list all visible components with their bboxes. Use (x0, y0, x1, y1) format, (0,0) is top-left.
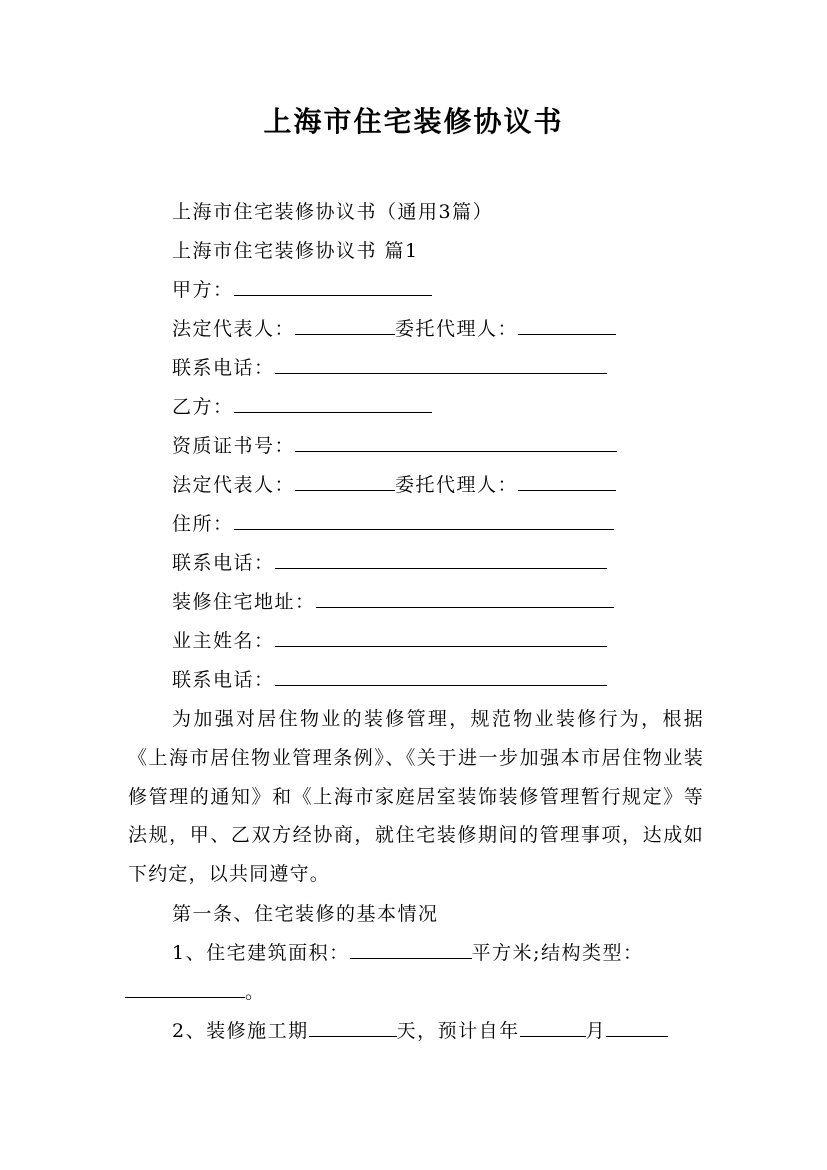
owner-phone-blank[interactable] (275, 668, 607, 686)
start-month-blank[interactable] (520, 1019, 586, 1037)
decoration-address-row (172, 589, 614, 615)
section-heading: 上海市住宅装修协议书 篇1 (172, 240, 419, 262)
party-b-agent-label: 委托代理人： (395, 474, 519, 496)
owner-phone-row (172, 667, 607, 693)
party-a-phone-row (172, 355, 607, 381)
article-1-heading: 第一条、住宅装修的基本情况 (172, 903, 439, 925)
party-b-phone-row (172, 550, 607, 576)
owner-name-blank[interactable] (275, 629, 607, 647)
party-a-phone-blank[interactable] (275, 356, 607, 374)
decoration-address-label: 装修住宅地址： (172, 591, 316, 613)
duration-label: 2、装修施工期 (172, 1020, 309, 1042)
party-b-blank[interactable] (234, 395, 432, 413)
party-b-phone-blank[interactable] (275, 551, 607, 569)
party-b-rep-row (172, 472, 616, 498)
party-b-cert-label: 资质证书号： (172, 435, 296, 457)
start-day-blank[interactable] (606, 1019, 668, 1037)
article-1-item-1-continued (125, 979, 266, 1005)
party-b-agent-blank[interactable] (518, 473, 616, 491)
party-a-agent-label: 委托代理人： (395, 318, 519, 340)
party-b-cert-blank[interactable] (295, 434, 617, 452)
party-a-legal-rep-label: 法定代表人： (172, 318, 296, 340)
party-a-phone-label: 联系电话： (172, 357, 275, 379)
start-year-label: 天，预计自年 (396, 1020, 520, 1042)
party-a-label: 甲方： (172, 279, 234, 301)
party-b-phone-label: 联系电话： (172, 552, 275, 574)
party-b-address-blank[interactable] (234, 512, 614, 530)
party-a-legal-rep-blank[interactable] (295, 317, 395, 335)
party-a-blank[interactable] (234, 278, 432, 296)
structure-type-blank[interactable] (125, 980, 245, 998)
party-b-address-row (172, 511, 614, 537)
start-month-label: 月 (585, 1020, 607, 1042)
duration-blank[interactable] (309, 1019, 397, 1037)
document-title: 上海市住宅装修协议书 (263, 105, 564, 138)
party-a-rep-row (172, 316, 616, 342)
party-b-address-label: 住所： (172, 513, 234, 535)
party-b-legal-rep-blank[interactable] (295, 473, 395, 491)
owner-phone-label: 联系电话： (172, 669, 275, 691)
area-unit-label: 平方米;结构类型： (471, 942, 644, 964)
party-b-cert-row (172, 433, 617, 459)
party-a-row (172, 277, 432, 303)
area-label: 1、住宅建筑面积： (172, 942, 350, 964)
party-b-legal-rep-label: 法定代表人： (172, 474, 296, 496)
article-1-item-1 (172, 940, 644, 966)
owner-name-label: 业主姓名： (172, 630, 275, 652)
party-b-label: 乙方： (172, 396, 234, 418)
decoration-address-blank[interactable] (316, 590, 614, 608)
owner-name-row (172, 628, 607, 654)
area-blank[interactable] (350, 941, 472, 959)
structure-type-end: 。 (245, 981, 266, 1003)
intro-paragraph: 为加强对居住物业的装修管理，规范物业装修行为，根据《上海市居住物业管理条例》、《关于进一步加强本市居住物业装修管理的通知》和《上海市家庭居室装饰装修管理暂行规定》等法规，甲、乙双方经协商，就住宅装修期间的管理事项，达成如下约定，以共同遵守。 (128, 708, 704, 886)
party-a-agent-blank[interactable] (518, 317, 616, 335)
document-subtitle: 上海市住宅装修协议书（通用3篇） (172, 201, 494, 223)
article-1-item-2 (172, 1018, 668, 1044)
party-b-row (172, 394, 432, 420)
